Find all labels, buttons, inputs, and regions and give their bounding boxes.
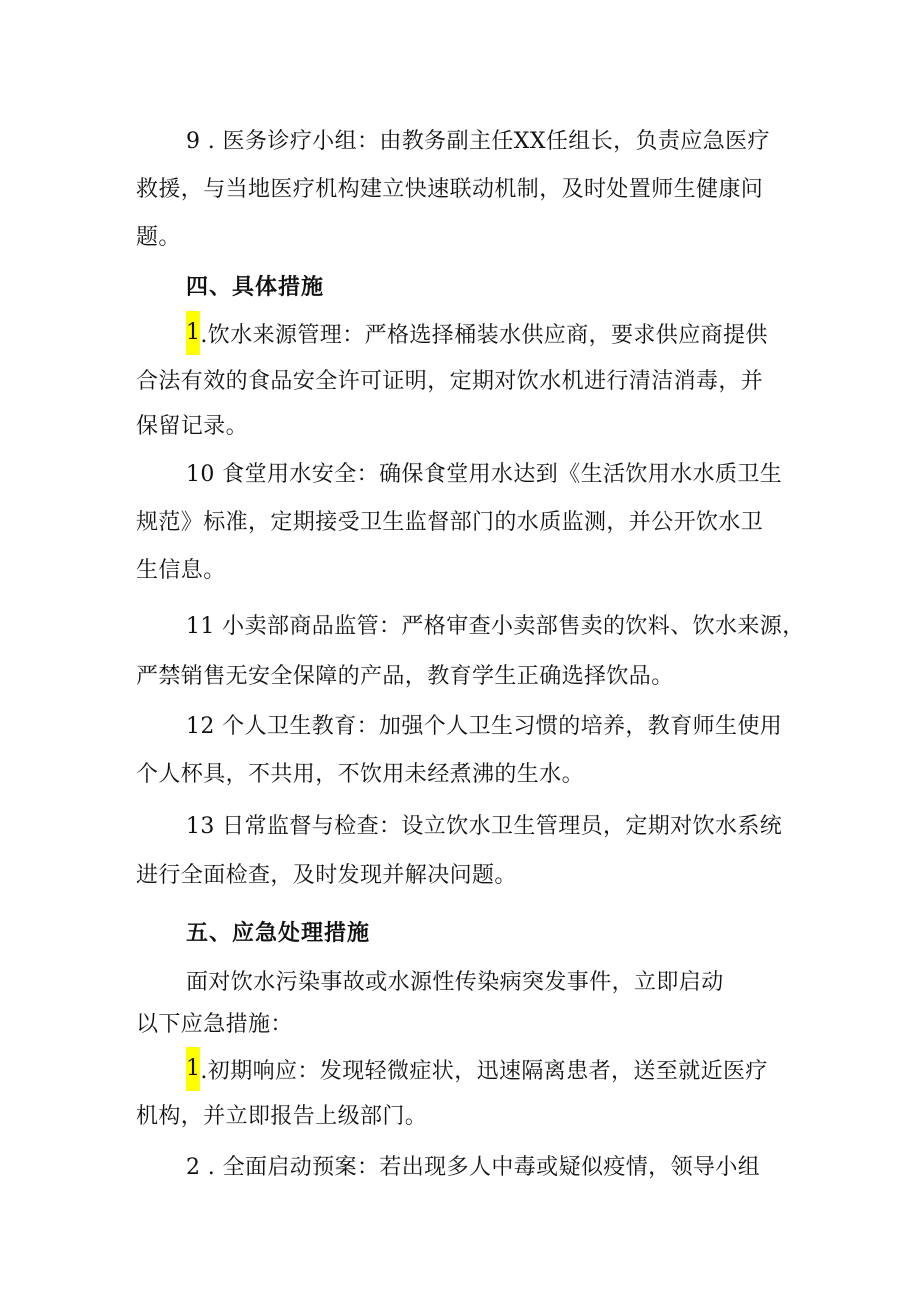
item11-line2: 严禁销售无安全保障的产品，教育学生正确选择饮品。 [136, 664, 674, 689]
s5-item2-line1: 2 . 全面启动预案：若出现多人中毒或疑似疫情，领导小组 [186, 1155, 761, 1180]
s5-item1-line1 [186, 1053, 768, 1091]
s5-item1-highlight-marker: 1 [186, 1047, 200, 1091]
s4-item1-line1 [186, 317, 768, 355]
item10-line3: 生信息。 [136, 558, 226, 583]
section5-heading: 五、应急处理措施 [186, 921, 371, 946]
s4-item1-highlight-marker: 1 [186, 311, 200, 355]
item9-line2: 救援，与当地医疗机构建立快速联动机制，及时处置师生健康问 [136, 177, 764, 202]
s5-item1-line2: 机构，并立即报告上级部门。 [136, 1104, 428, 1129]
s4-item1-text: .饮水来源管理：严格选择桶装水供应商，要求供应商提供 [200, 323, 768, 348]
item10-line2: 规范》标准，定期接受卫生监督部门的水质监测，并公开饮水卫 [136, 510, 764, 535]
item12-line1: 12 个人卫生教育：加强个人卫生习惯的培养，教育师生使用 [186, 714, 783, 739]
item10-line1: 10 食堂用水安全：确保食堂用水达到《生活饮用水水质卫生 [186, 462, 783, 487]
item12-line2: 个人杯具，不共用，不饮用未经煮沸的生水。 [136, 762, 585, 787]
item9-line3: 题。 [136, 225, 181, 250]
s5-item1-text: .初期响应：发现轻微症状，迅速隔离患者，送至就近医疗 [200, 1059, 768, 1084]
item13-line1: 13 日常监督与检查：设立饮水卫生管理员，定期对饮水系统 [186, 814, 783, 839]
s4-item1-line2: 合法有效的食品安全许可证明，定期对饮水机进行清洁消毒，并 [136, 369, 764, 394]
s5-intro-line1: 面对饮水污染事故或水源性传染病突发事件，立即启动 [186, 970, 724, 995]
item13-line2: 进行全面检查，及时发现并解决问题。 [136, 863, 517, 888]
s4-item1-line3: 保留记录。 [136, 414, 249, 439]
s5-intro-line2: 以下应急措施： [136, 1012, 293, 1037]
item9-line1: 9 . 医务诊疗小组：由教务副主任XX任组长，负责应急医疗 [186, 129, 770, 154]
section4-heading: 四、具体措施 [186, 275, 325, 300]
item11-line1: 11 小卖部商品监管：严格审查小卖部售卖的饮料、饮水来源， [186, 614, 805, 639]
